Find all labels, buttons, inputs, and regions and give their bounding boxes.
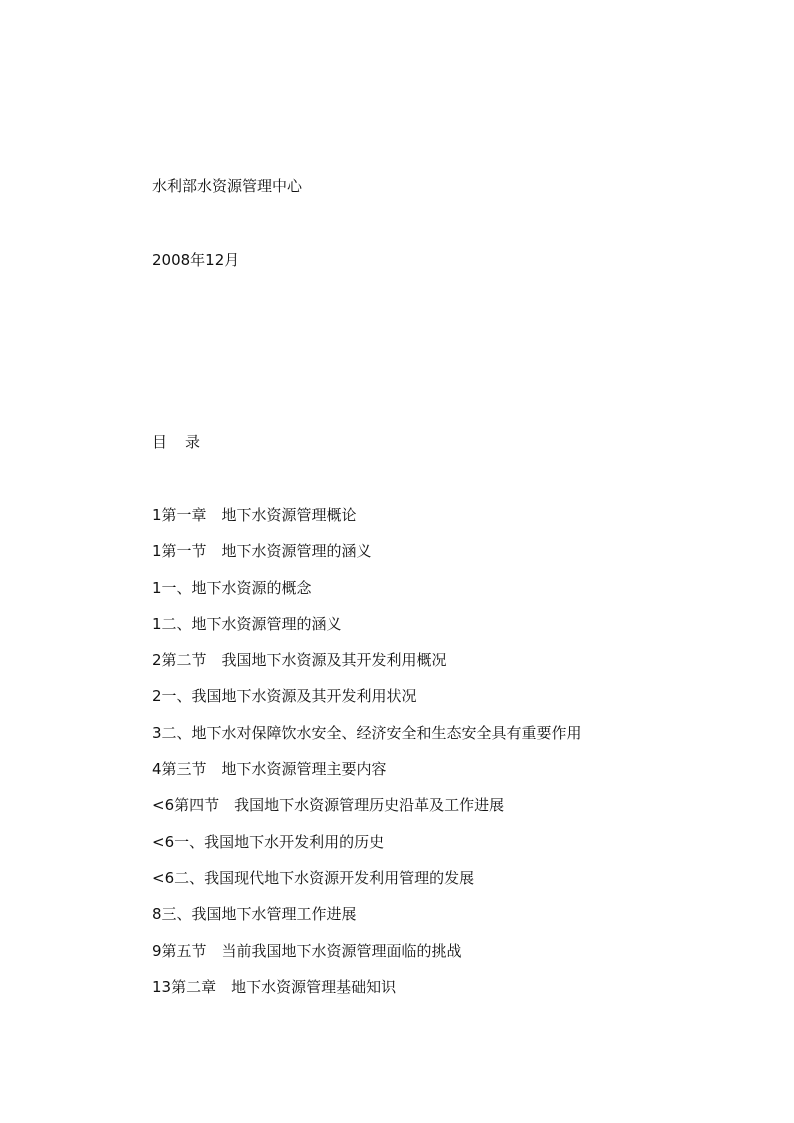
toc-entry-label: 一、我国地下水开发利用的历史	[174, 832, 385, 851]
toc-entry-label: 二、我国现代地下水资源开发利用管理的发展	[174, 868, 475, 887]
toc-heading	[152, 432, 200, 452]
toc-entry[interactable]	[152, 795, 582, 831]
toc-entry-label: 第五节 当前我国地下水资源管理面临的挑战	[161, 941, 462, 960]
toc-entry-label: 二、地下水对保障饮水安全、经济安全和生态安全具有重要作用	[161, 723, 582, 742]
toc-page-number: <6	[152, 832, 175, 851]
toc-page-number: 2	[152, 651, 162, 670]
toc-entry[interactable]	[152, 686, 582, 722]
toc-page-number: 1	[152, 506, 162, 524]
toc-entry-label: 第二节 我国地下水资源及其开发利用概况	[161, 651, 447, 670]
toc-page-number: 3	[152, 723, 162, 742]
toc-entry[interactable]	[152, 505, 582, 541]
toc-entry[interactable]	[152, 904, 582, 940]
toc-entry[interactable]	[152, 832, 582, 868]
toc-entry[interactable]	[152, 541, 582, 577]
toc-page-number: 1	[152, 542, 162, 561]
toc-entry[interactable]	[152, 868, 582, 904]
toc-entry[interactable]	[152, 977, 582, 1013]
toc-page-number: 1	[152, 578, 162, 597]
toc-page-number: <6	[152, 796, 175, 815]
toc-entry-label: 第一章 地下水资源管理概论	[161, 506, 357, 524]
toc-page-number: <6	[152, 868, 175, 887]
toc-entry-label: 三、我国地下水管理工作进展	[161, 905, 357, 924]
document-date: 2008年12月	[152, 251, 240, 269]
toc-entry-label: 二、地下水资源管理的涵义	[161, 614, 342, 633]
toc-entry[interactable]	[152, 578, 582, 614]
toc-page-number: 9	[152, 941, 162, 960]
toc-entry[interactable]	[152, 759, 582, 795]
toc-entry[interactable]	[152, 723, 582, 759]
toc-heading-part-1: 目	[152, 433, 168, 451]
toc-page-number: 4	[152, 760, 162, 779]
toc-page-number: 13	[152, 977, 172, 996]
toc-page-number: 8	[152, 905, 162, 924]
toc-heading-part-2: 录	[185, 433, 201, 451]
toc-page-number: 1	[152, 614, 162, 633]
toc-entry-label: 一、地下水资源的概念	[161, 578, 312, 597]
toc-entry-label: 第三节 地下水资源管理主要内容	[161, 760, 387, 779]
table-of-contents	[152, 505, 582, 1013]
toc-entry-label: 第二章 地下水资源管理基础知识	[171, 977, 397, 996]
toc-entry[interactable]	[152, 650, 582, 686]
organization-name: 水利部水资源管理中心	[152, 177, 303, 195]
toc-entry-label: 第四节 我国地下水资源管理历史沿革及工作进展	[174, 796, 505, 815]
toc-entry[interactable]	[152, 614, 582, 650]
toc-page-number: 2	[152, 687, 162, 706]
toc-entry[interactable]	[152, 941, 582, 977]
toc-entry-label: 一、我国地下水资源及其开发利用状况	[161, 687, 417, 706]
toc-entry-label: 第一节 地下水资源管理的涵义	[161, 542, 372, 561]
